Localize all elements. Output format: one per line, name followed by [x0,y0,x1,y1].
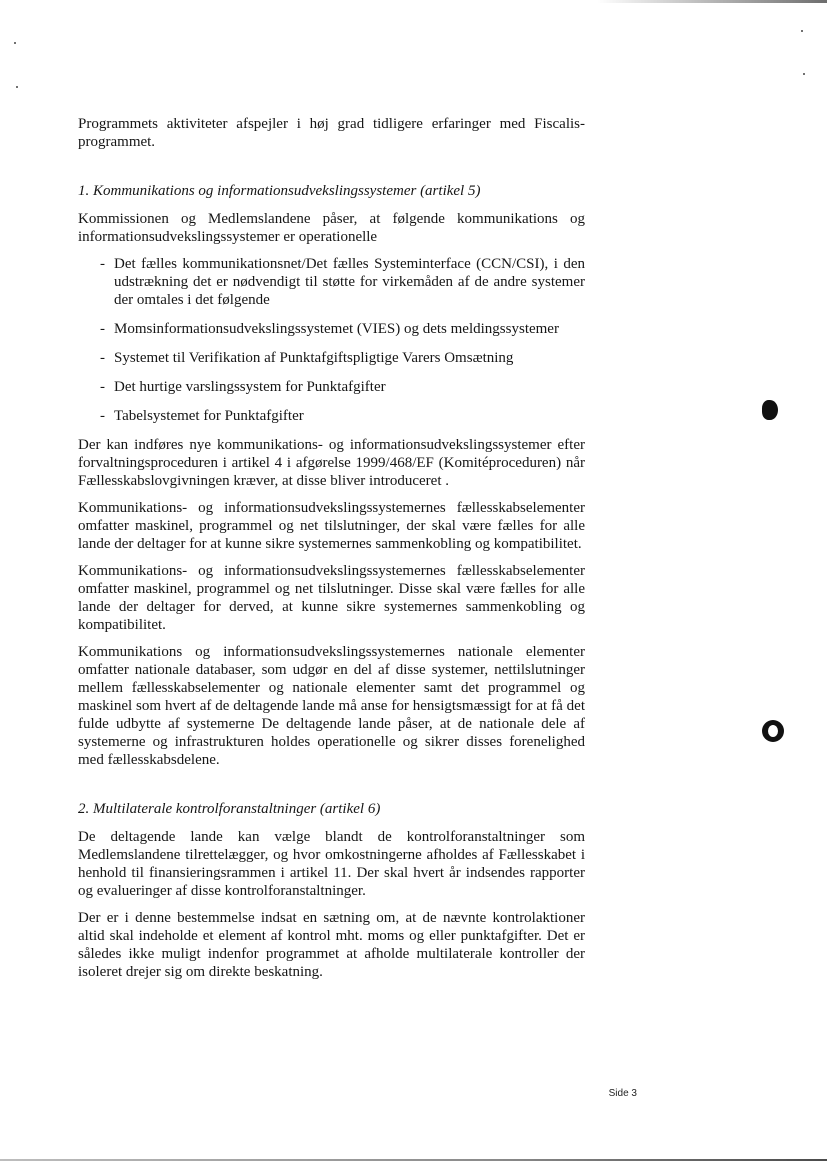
list-item [78,349,585,367]
list-bullet: - [100,379,105,395]
list-item [78,320,585,338]
section-1-paragraph: Kommunikations- og informationsudvekslingssystemernes fællesskabselementer omfatter maskinel, programmel og net tilslutninger. Disse skal være fælles for alle lande der deltager for derved, at kunne sikre systemernes sammenkobling og kompatibilitet. [78,563,585,633]
list-bullet: - [100,350,105,366]
section-1-paragraph: Kommunikations og informationsudvekslingssystemernes nationale elementer omfatter nationale databaser, som udgør en del af disse systemer, nettilslutninger mellem fællesskabselementer og nationale elementer samt det programmel og maskinel som hvert af de deltagende lande må anse for hensigtsmæssigt for at få det fulde udbytte af systemerne De deltagende lande påser, at de nationale dele af systemerne og infrastrukturen holdes operationelle og sikrer disses forenelighed med fællesskabsdelene. [78,644,585,768]
scan-edge-bottom [0,1159,827,1161]
scan-speck [803,73,805,75]
list-bullet: - [100,256,105,272]
intro-paragraph: Programmets aktiviteter afspejler i høj grad tidligere erfaringer med Fiscalis-programmet. [78,116,585,150]
list-item [78,407,585,425]
list-item-text: Det fælles kommunikationsnet/Det fælles Systeminterface (CCN/CSI), i den udstrækning det er nødvendigt til støtte for virkemåden af de andre systemer der omtales i det følgende [114,256,585,308]
list-item [78,378,585,396]
section-1-paragraph: Der kan indføres nye kommunikations- og informationsudvekslingssystemer efter forvaltningsproceduren i artikel 4 i afgørelse 1999/468/EF (Komitéproceduren) når Fællesskabslovgivningen kræver, at disse bliver introduceret . [78,437,585,489]
scan-speck [14,42,16,44]
list-item-text: Tabelsystemet for Punktafgifter [114,408,304,424]
scan-speck [801,30,803,32]
scan-speck [16,86,18,88]
page-number: Side 3 [608,1088,637,1099]
section-2-paragraph: Der er i denne bestemmelse indsat en sætning om, at de nævnte kontrolaktioner altid skal indeholde et element af kontrol mht. moms og eller punktafgifter. Det er således ikke muligt indenfor programmet at afholde multilaterale kontroller der isoleret drejer sig om direkte beskatning. [78,910,585,980]
list-item [78,255,585,309]
section-1-lead: Kommissionen og Medlemslandene påser, at følgende kommunikations og informationsudvekslingssystemer er operationelle [78,211,585,245]
punch-hole-mark [762,400,778,420]
section-2-heading: 2. Multilaterale kontrolforanstaltninger (artikel 6) [78,801,381,817]
list-item-text: Momsinformationsudvekslingssystemet (VIES) og dets meldingssystemer [114,321,559,337]
list-bullet: - [100,408,105,424]
list-item-text: Det hurtige varslingssystem for Punktafgifter [114,379,386,395]
systems-list [78,255,585,425]
section-1-heading: 1. Kommunikations og informationsudvekslingssystemer (artikel 5) [78,183,481,199]
list-bullet: - [100,321,105,337]
punch-hole-mark [762,720,784,742]
section-2-paragraph: De deltagende lande kan vælge blandt de kontrolforanstaltninger som Medlemslandene tilrettelægger, og hvor omkostningerne afholdes af Fællesskabet i henhold til finansieringsrammen i artikel 11. Der skal hvert år indsendes rapporter og evalueringer af disse kontrolforanstaltninger. [78,829,585,899]
scan-edge-top [597,0,827,3]
list-item-text: Systemet til Verifikation af Punktafgiftspligtige Varers Omsætning [114,350,514,366]
document-body [78,115,585,990]
section-1-paragraph: Kommunikations- og informationsudvekslingssystemernes fællesskabselementer omfatter maskinel, programmel og net tilslutninger, der skal være fælles for alle lande der deltager for at kunne sikre systemernes sammenkobling og kompatibilitet. [78,500,585,552]
